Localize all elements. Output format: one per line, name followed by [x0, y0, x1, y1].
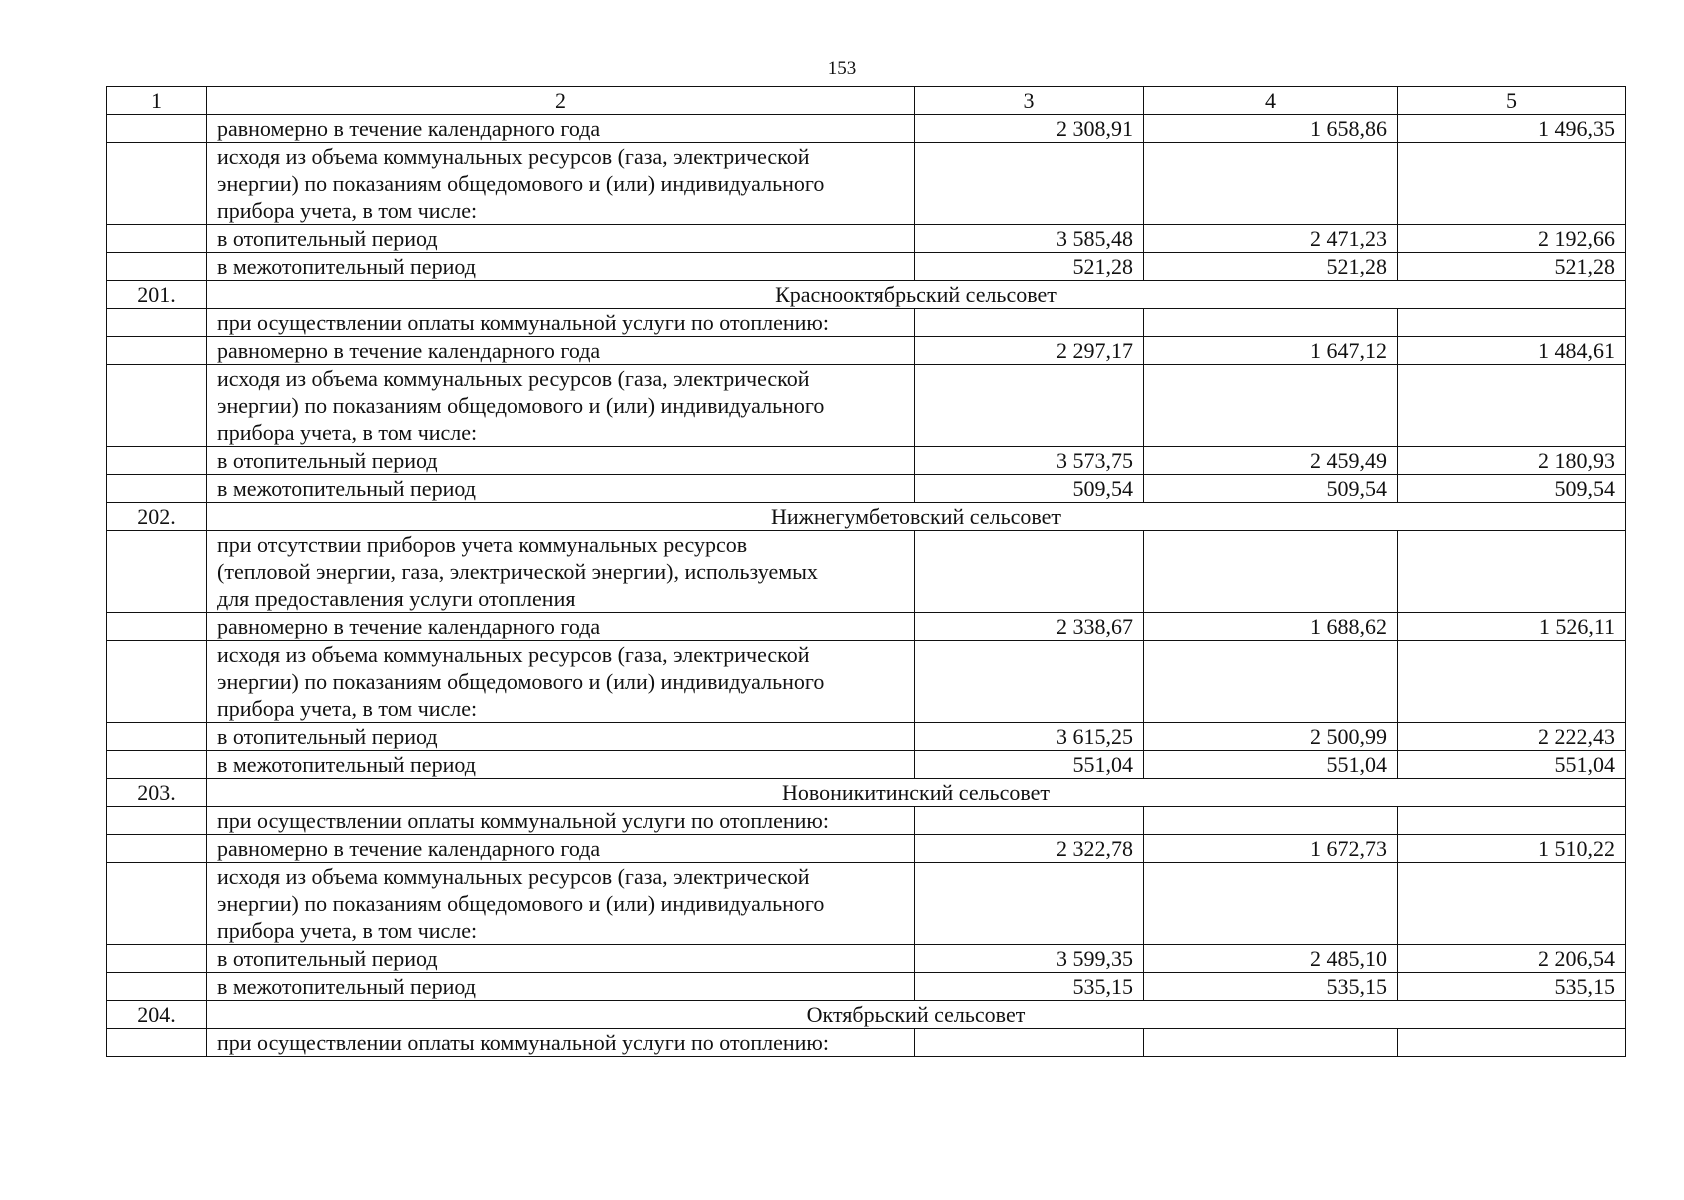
row-index: 204. [107, 1001, 207, 1029]
description-line: прибора учета, в том числе: [217, 918, 478, 943]
text-row [107, 1029, 1626, 1057]
row-label: в отопительный период [207, 945, 915, 973]
row-index [107, 115, 207, 143]
value-col-5: 2 206,54 [1398, 945, 1626, 973]
row-label: в межотопительный период [207, 973, 915, 1001]
description-line: (тепловой энергии, газа, электрической энергии), используемых [217, 559, 818, 584]
group-title: Краснооктябрьский сельсовет [207, 281, 1626, 309]
row-index [107, 835, 207, 863]
value-col-4: 509,54 [1144, 475, 1398, 503]
row-description [207, 531, 915, 613]
value-col-4: 551,04 [1144, 751, 1398, 779]
row-label: равномерно в течение календарного года [207, 613, 915, 641]
row-description [207, 365, 915, 447]
table-row [107, 115, 1626, 143]
value-col-4 [1144, 1029, 1398, 1057]
value-col-4: 2 471,23 [1144, 225, 1398, 253]
value-col-4: 1 672,73 [1144, 835, 1398, 863]
row-description [207, 309, 915, 337]
row-description [207, 641, 915, 723]
row-index [107, 309, 207, 337]
value-col-4 [1144, 641, 1398, 723]
table-row [107, 337, 1626, 365]
row-index [107, 945, 207, 973]
tariff-table [106, 86, 1626, 1057]
text-row [107, 641, 1626, 723]
value-col-4: 1 658,86 [1144, 115, 1398, 143]
value-col-5: 521,28 [1398, 253, 1626, 281]
value-col-3 [915, 863, 1144, 945]
group-row [107, 1001, 1626, 1029]
value-col-5: 2 180,93 [1398, 447, 1626, 475]
value-col-4: 535,15 [1144, 973, 1398, 1001]
value-col-4 [1144, 143, 1398, 225]
table-row [107, 613, 1626, 641]
value-col-4 [1144, 863, 1398, 945]
table-row [107, 835, 1626, 863]
value-col-5: 1 484,61 [1398, 337, 1626, 365]
row-index [107, 807, 207, 835]
value-col-4: 2 500,99 [1144, 723, 1398, 751]
row-index [107, 143, 207, 225]
value-col-4 [1144, 309, 1398, 337]
row-label: в межотопительный период [207, 751, 915, 779]
value-col-3 [915, 1029, 1144, 1057]
value-col-5 [1398, 365, 1626, 447]
value-col-5: 509,54 [1398, 475, 1626, 503]
description-line: при осуществлении оплаты коммунальной услуги по отоплению: [217, 1030, 829, 1055]
value-col-3: 535,15 [915, 973, 1144, 1001]
value-col-5: 2 222,43 [1398, 723, 1626, 751]
description-line: прибора учета, в том числе: [217, 198, 478, 223]
row-description [207, 1029, 915, 1057]
value-col-4 [1144, 531, 1398, 613]
row-label: в межотопительный период [207, 475, 915, 503]
description-line: при отсутствии приборов учета коммунальных ресурсов [217, 532, 748, 557]
text-row [107, 531, 1626, 613]
value-col-3 [915, 531, 1144, 613]
table-row [107, 447, 1626, 475]
group-row [107, 281, 1626, 309]
description-line: энергии) по показаниям общедомового и (или) индивидуального [217, 891, 825, 916]
row-index [107, 641, 207, 723]
row-index [107, 751, 207, 779]
column-number-2: 2 [207, 87, 915, 115]
description-line: прибора учета, в том числе: [217, 696, 478, 721]
description-line: исходя из объема коммунальных ресурсов (газа, электрической [217, 144, 810, 169]
row-label: в межотопительный период [207, 253, 915, 281]
row-label: в отопительный период [207, 723, 915, 751]
row-index: 202. [107, 503, 207, 531]
description-line: при осуществлении оплаты коммунальной услуги по отоплению: [217, 808, 829, 833]
value-col-4: 2 459,49 [1144, 447, 1398, 475]
text-row [107, 309, 1626, 337]
value-col-3: 2 297,17 [915, 337, 1144, 365]
value-col-5 [1398, 807, 1626, 835]
description-line: энергии) по показаниям общедомового и (или) индивидуального [217, 171, 825, 196]
value-col-5 [1398, 309, 1626, 337]
table-row [107, 225, 1626, 253]
row-label: в отопительный период [207, 225, 915, 253]
value-col-5 [1398, 143, 1626, 225]
value-col-3: 3 599,35 [915, 945, 1144, 973]
value-col-4 [1144, 807, 1398, 835]
group-row [107, 503, 1626, 531]
value-col-5: 535,15 [1398, 973, 1626, 1001]
text-row [107, 365, 1626, 447]
value-col-3: 2 322,78 [915, 835, 1144, 863]
description-line: исходя из объема коммунальных ресурсов (газа, электрической [217, 864, 810, 889]
table-row [107, 475, 1626, 503]
row-label: равномерно в течение календарного года [207, 337, 915, 365]
row-index: 203. [107, 779, 207, 807]
value-col-3: 521,28 [915, 253, 1144, 281]
value-col-3: 2 338,67 [915, 613, 1144, 641]
group-title: Нижнегумбетовский сельсовет [207, 503, 1626, 531]
group-title: Новоникитинский сельсовет [207, 779, 1626, 807]
row-index [107, 225, 207, 253]
column-number-4: 4 [1144, 87, 1398, 115]
value-col-4: 2 485,10 [1144, 945, 1398, 973]
row-index [107, 973, 207, 1001]
row-description [207, 807, 915, 835]
value-col-5: 1 496,35 [1398, 115, 1626, 143]
value-col-3: 551,04 [915, 751, 1144, 779]
description-line: при осуществлении оплаты коммунальной услуги по отоплению: [217, 310, 829, 335]
row-label: равномерно в течение календарного года [207, 115, 915, 143]
row-index [107, 863, 207, 945]
value-col-3: 509,54 [915, 475, 1144, 503]
row-index [107, 475, 207, 503]
description-line: исходя из объема коммунальных ресурсов (газа, электрической [217, 642, 810, 667]
value-col-5: 1 526,11 [1398, 613, 1626, 641]
column-number-3: 3 [915, 87, 1144, 115]
group-row [107, 779, 1626, 807]
value-col-5 [1398, 1029, 1626, 1057]
row-index [107, 253, 207, 281]
table-row [107, 751, 1626, 779]
row-index [107, 723, 207, 751]
value-col-3: 2 308,91 [915, 115, 1144, 143]
value-col-5 [1398, 641, 1626, 723]
value-col-5 [1398, 863, 1626, 945]
row-description [207, 143, 915, 225]
value-col-4: 1 688,62 [1144, 613, 1398, 641]
text-row [107, 863, 1626, 945]
value-col-3 [915, 143, 1144, 225]
row-index: 201. [107, 281, 207, 309]
table-body [107, 87, 1626, 1057]
row-index [107, 1029, 207, 1057]
value-col-4 [1144, 365, 1398, 447]
row-label: равномерно в течение календарного года [207, 835, 915, 863]
text-row [107, 807, 1626, 835]
description-line: прибора учета, в том числе: [217, 420, 478, 445]
value-col-4: 521,28 [1144, 253, 1398, 281]
table-row [107, 253, 1626, 281]
value-col-4: 1 647,12 [1144, 337, 1398, 365]
page-number: 153 [827, 58, 857, 79]
row-index [107, 365, 207, 447]
text-row [107, 143, 1626, 225]
description-line: энергии) по показаниям общедомового и (или) индивидуального [217, 669, 825, 694]
value-col-5: 2 192,66 [1398, 225, 1626, 253]
group-title: Октябрьский сельсовет [207, 1001, 1626, 1029]
row-index [107, 447, 207, 475]
value-col-3: 3 585,48 [915, 225, 1144, 253]
value-col-5 [1398, 531, 1626, 613]
value-col-3 [915, 309, 1144, 337]
column-number-5: 5 [1398, 87, 1626, 115]
value-col-3: 3 615,25 [915, 723, 1144, 751]
row-index [107, 531, 207, 613]
column-number-1: 1 [107, 87, 207, 115]
value-col-5: 551,04 [1398, 751, 1626, 779]
table-row [107, 723, 1626, 751]
value-col-3 [915, 365, 1144, 447]
value-col-3: 3 573,75 [915, 447, 1144, 475]
column-number-row [107, 87, 1626, 115]
row-description [207, 863, 915, 945]
row-label: в отопительный период [207, 447, 915, 475]
table-row [107, 945, 1626, 973]
value-col-3 [915, 641, 1144, 723]
value-col-5: 1 510,22 [1398, 835, 1626, 863]
row-index [107, 613, 207, 641]
description-line: исходя из объема коммунальных ресурсов (газа, электрической [217, 366, 810, 391]
description-line: для предоставления услуги отопления [217, 586, 576, 611]
table-row [107, 973, 1626, 1001]
row-index [107, 337, 207, 365]
value-col-3 [915, 807, 1144, 835]
description-line: энергии) по показаниям общедомового и (или) индивидуального [217, 393, 825, 418]
